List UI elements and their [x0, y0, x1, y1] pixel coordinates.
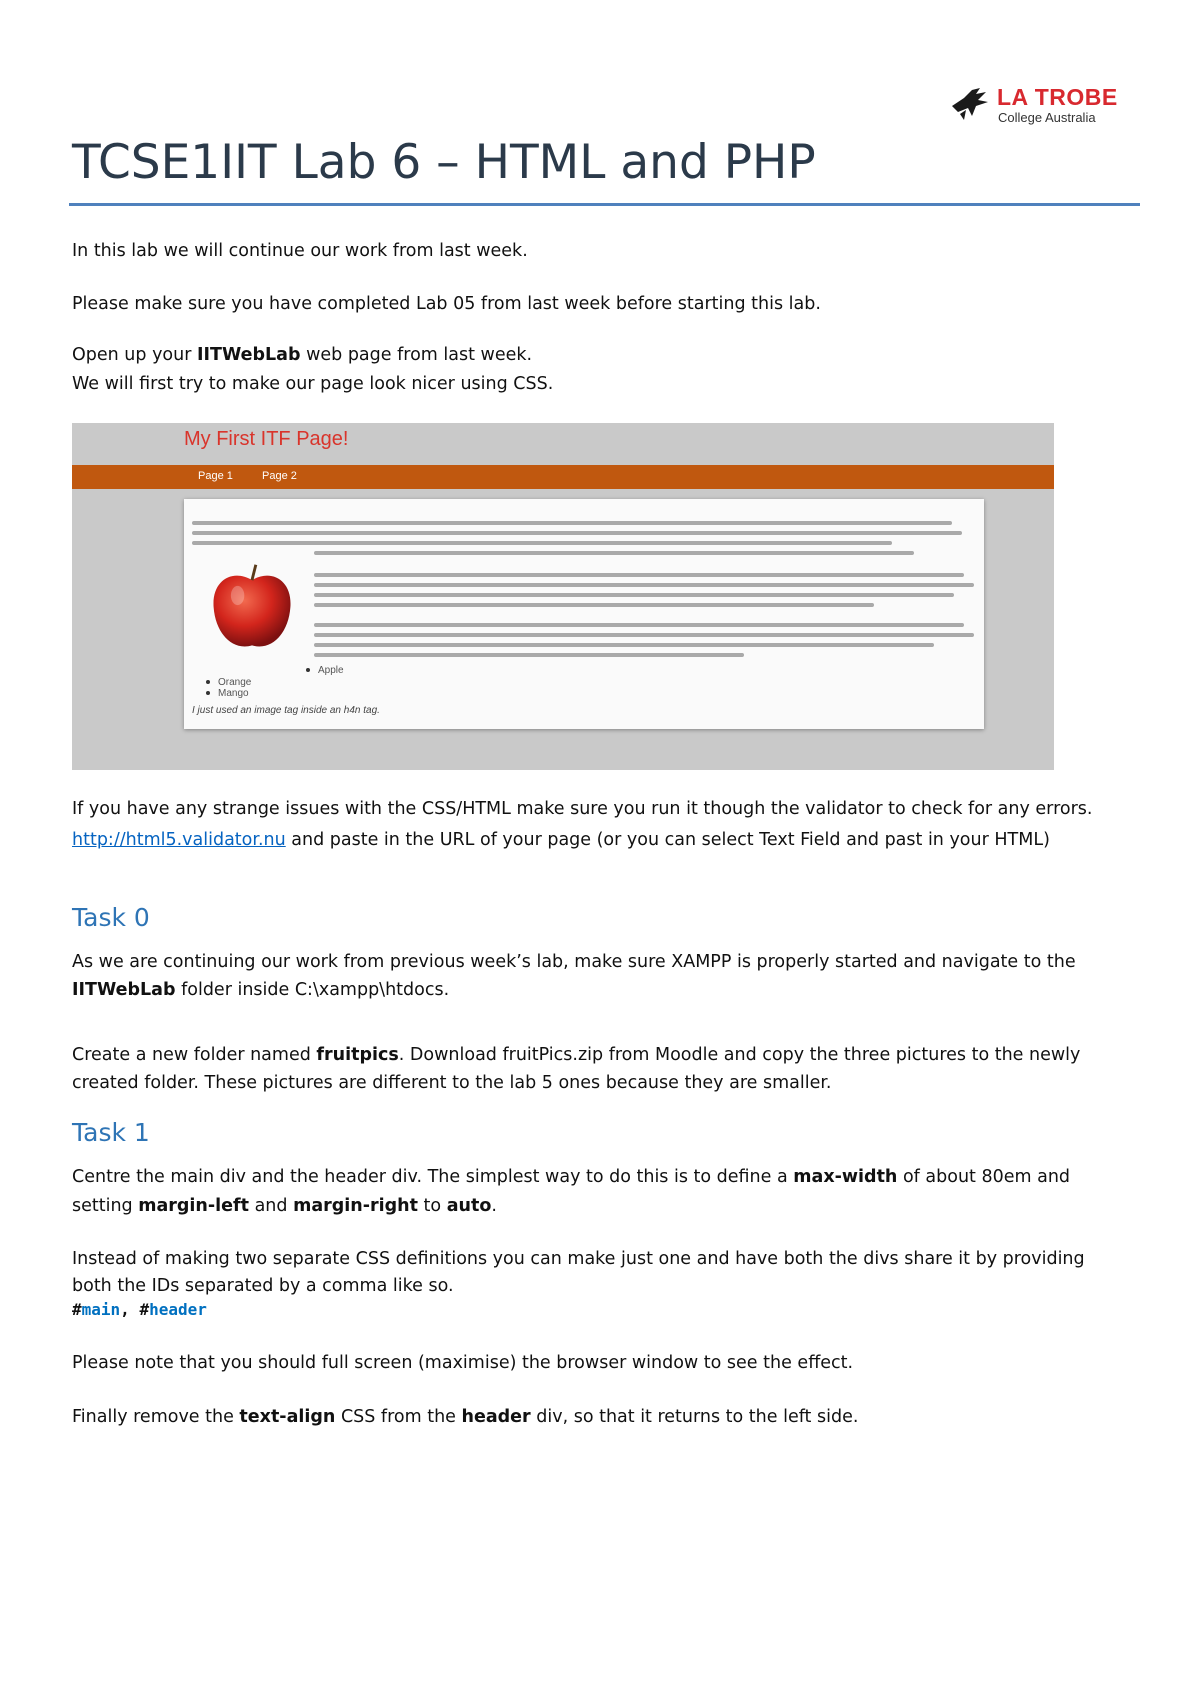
example-page-screenshot: [72, 423, 1054, 770]
placeholder-text-line: [314, 633, 974, 637]
intro-paragraph-2: Please make sure you have completed Lab 05 from last week before starting this lab.: [72, 294, 821, 314]
la-trobe-logo: [950, 84, 1140, 128]
placeholder-text-line: [314, 593, 954, 597]
task-0-paragraph-2b: created folder. These pictures are different to the lab 5 ones because they are smaller.: [72, 1073, 832, 1093]
screenshot-content-card: [184, 499, 984, 729]
validator-paragraph-1: If you have any strange issues with the CSS/HTML make sure you run it though the validator to check for any errors.: [72, 799, 1093, 819]
task-1-paragraph-3: Please note that you should full screen (maximise) the browser window to see the effect.: [72, 1353, 854, 1373]
task-1-paragraph-4: Finally remove the text-align CSS from the header div, so that it returns to the left side.: [72, 1407, 859, 1427]
placeholder-text-line: [314, 551, 914, 555]
task-0-paragraph-1a: As we are continuing our work from previous week’s lab, make sure XAMPP is properly started and navigate to the: [72, 952, 1076, 972]
task-1-heading: Task 1: [72, 1118, 150, 1147]
validator-link[interactable]: http://html5.validator.nu: [72, 830, 286, 850]
screenshot-nav-item: Page 2: [262, 470, 297, 482]
screenshot-list-item: Apple: [306, 665, 344, 676]
task-1-paragraph-1b: setting margin-left and margin-right to auto.: [72, 1196, 497, 1216]
placeholder-text-line: [314, 603, 874, 607]
placeholder-text-line: [192, 521, 952, 525]
screenshot-footer-text: I just used an image tag inside an h4n tag.: [192, 705, 380, 716]
task-1-paragraph-2b: both the IDs separated by a comma like so.: [72, 1276, 454, 1296]
placeholder-text-line: [314, 643, 934, 647]
logo-brand-text: LA TROBE: [997, 84, 1118, 110]
task-0-heading: Task 0: [72, 903, 150, 932]
placeholder-text-line: [314, 653, 744, 657]
code-snippet: #main, #header: [72, 1300, 207, 1319]
intro-paragraph-3a: Open up your IITWebLab web page from last week.: [72, 345, 533, 365]
placeholder-text-line: [192, 531, 962, 535]
placeholder-text-line: [314, 583, 974, 587]
task-1-paragraph-2a: Instead of making two separate CSS definitions you can make just one and have both the divs share it by providing: [72, 1249, 1085, 1269]
screenshot-nav-item: Page 1: [198, 470, 233, 482]
intro-paragraph-1: In this lab we will continue our work from last week.: [72, 241, 528, 261]
intro-paragraph-3b: We will first try to make our page look nicer using CSS.: [72, 374, 554, 394]
task-1-paragraph-1a: Centre the main div and the header div. The simplest way to do this is to define a max-width of about 80em and: [72, 1167, 1071, 1187]
placeholder-text-line: [314, 623, 964, 627]
placeholder-text-line: [192, 541, 892, 545]
validator-paragraph-2: http://html5.validator.nu and paste in the URL of your page (or you can select Text Field and past in your HTML): [72, 830, 1050, 850]
logo-subtitle: College Australia: [998, 110, 1096, 125]
screenshot-nav-bar: [72, 465, 1054, 489]
title-underline: [69, 203, 1140, 206]
apple-image: [204, 559, 300, 655]
task-0-paragraph-2a: Create a new folder named fruitpics. Download fruitPics.zip from Moodle and copy the three pictures to the newly: [72, 1045, 1081, 1065]
task-0-paragraph-1b: IITWebLab folder inside C:\xampp\htdocs.: [72, 980, 450, 1000]
eagle-icon: [950, 84, 990, 124]
page-title: TCSE1IIT Lab 6 – HTML and PHP: [72, 135, 816, 190]
screenshot-list-item: Orange: [206, 677, 251, 688]
screenshot-list-item: Mango: [206, 688, 249, 699]
placeholder-text-line: [314, 573, 964, 577]
screenshot-page-title: My First ITF Page!: [184, 428, 349, 450]
